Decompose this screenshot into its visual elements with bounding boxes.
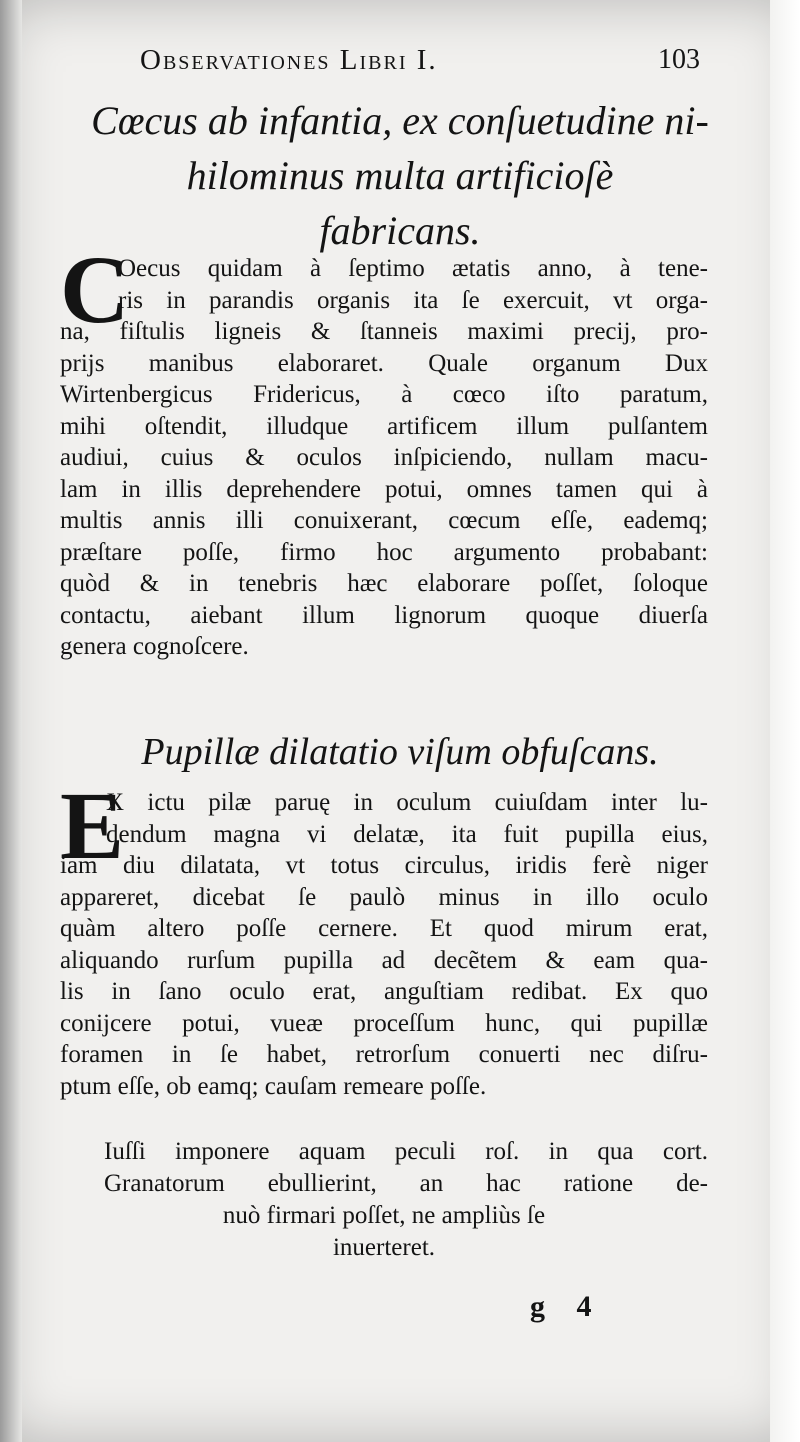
text-line: contactu, aiebant illum lignorum quoque diuerſa <box>60 601 708 629</box>
text-line: audiui, cuius & oculos inſpiciendo, nullam macu- <box>60 444 708 471</box>
signature-mark: g 4 <box>530 1290 604 1323</box>
text-line: lam in illis deprehendere potui, omnes tamen qui à <box>60 475 708 503</box>
note-line: Iuſſi imponere aquam peculi roſ. in qua cort. <box>104 1138 708 1165</box>
section-title-2: Pupillæ dilatatio viſum obfuſcans. <box>141 731 659 773</box>
text-line: conijcere potui, vueæ proceſſum hunc, qui pupillæ <box>60 1009 708 1037</box>
title-line: Cœcus ab infantia, ex conſuetudine ni- <box>91 98 709 143</box>
text-line: aliquando rurſum pupilla ad decẽtem & eam qua- <box>60 946 708 974</box>
title-line: fabricans. <box>319 208 481 253</box>
text-line: Oecus quidam à ſeptimo ætatis anno, à tene- <box>118 255 708 282</box>
paragraph-2 <box>60 772 708 1102</box>
paragraph-1 <box>60 253 708 663</box>
text-line: Wirtenbergicus Fridericus, à cœco iſto paratum, <box>60 381 708 408</box>
text-line: lis in ſano oculo erat, anguſtiam redibat. Ex quo <box>60 978 708 1005</box>
text-line: multis annis illi conuixerant, cœcum eſſe, eademq; <box>60 507 708 534</box>
text-line: appareret, dicebat ſe paulò minus in illo oculo <box>60 883 708 911</box>
text-line: dendum magna vi delatæ, ita fuit pupilla eius, <box>106 820 708 848</box>
note-line: inuerteret. <box>332 1234 436 1261</box>
section-title-1 <box>70 93 730 258</box>
text-line: X ictu pilæ paruę in oculum cuiuſdam inter lu- <box>106 789 708 816</box>
drop-cap-initial: E <box>60 772 125 879</box>
remedy-note <box>60 1136 708 1264</box>
text-line: ptum eſſe, ob eamq; cauſam remeare poſſe. <box>60 1072 487 1100</box>
text-line: quòd & in tenebris hæc elaborare poſſet, ſoloque <box>60 570 708 597</box>
page-edge <box>770 0 800 1442</box>
text-line: præſtare poſſe, firmo hoc argumento probabant: <box>60 538 708 566</box>
note-line: nuò firmari poſſet, ne ampliùs ſe <box>222 1202 546 1229</box>
text-line: foramen in ſe habet, retrorſum conuerti nec diſru- <box>60 1041 708 1068</box>
text-line: ris in parandis organis ita ſe exercuit, vt orga- <box>118 286 708 314</box>
drop-cap-initial: C <box>60 236 130 343</box>
text-line: quàm altero poſſe cernere. Et quod mirum erat, <box>60 915 708 942</box>
text-line: genera cognoſcere. <box>60 633 249 660</box>
page-number: 103 <box>658 44 700 75</box>
text-line: iam diu dilatata, vt totus circulus, iridis ferè niger <box>60 852 708 879</box>
running-head: Observationes Libri I. <box>140 44 438 76</box>
title-line: hilominus multa artificioſè <box>186 153 614 198</box>
text-line: prijs manibus elaboraret. Quale organum Dux <box>60 349 708 377</box>
text-line: mihi oſtendit, illudque artificem illum pulſantem <box>60 412 708 440</box>
text-line: na, fiſtulis ligneis & ſtanneis maximi precij, pro- <box>60 318 708 345</box>
page-header <box>140 44 700 84</box>
page-gutter-shadow <box>0 0 22 1442</box>
note-line: Granatorum ebullierint, an hac ratione de- <box>104 1170 708 1197</box>
